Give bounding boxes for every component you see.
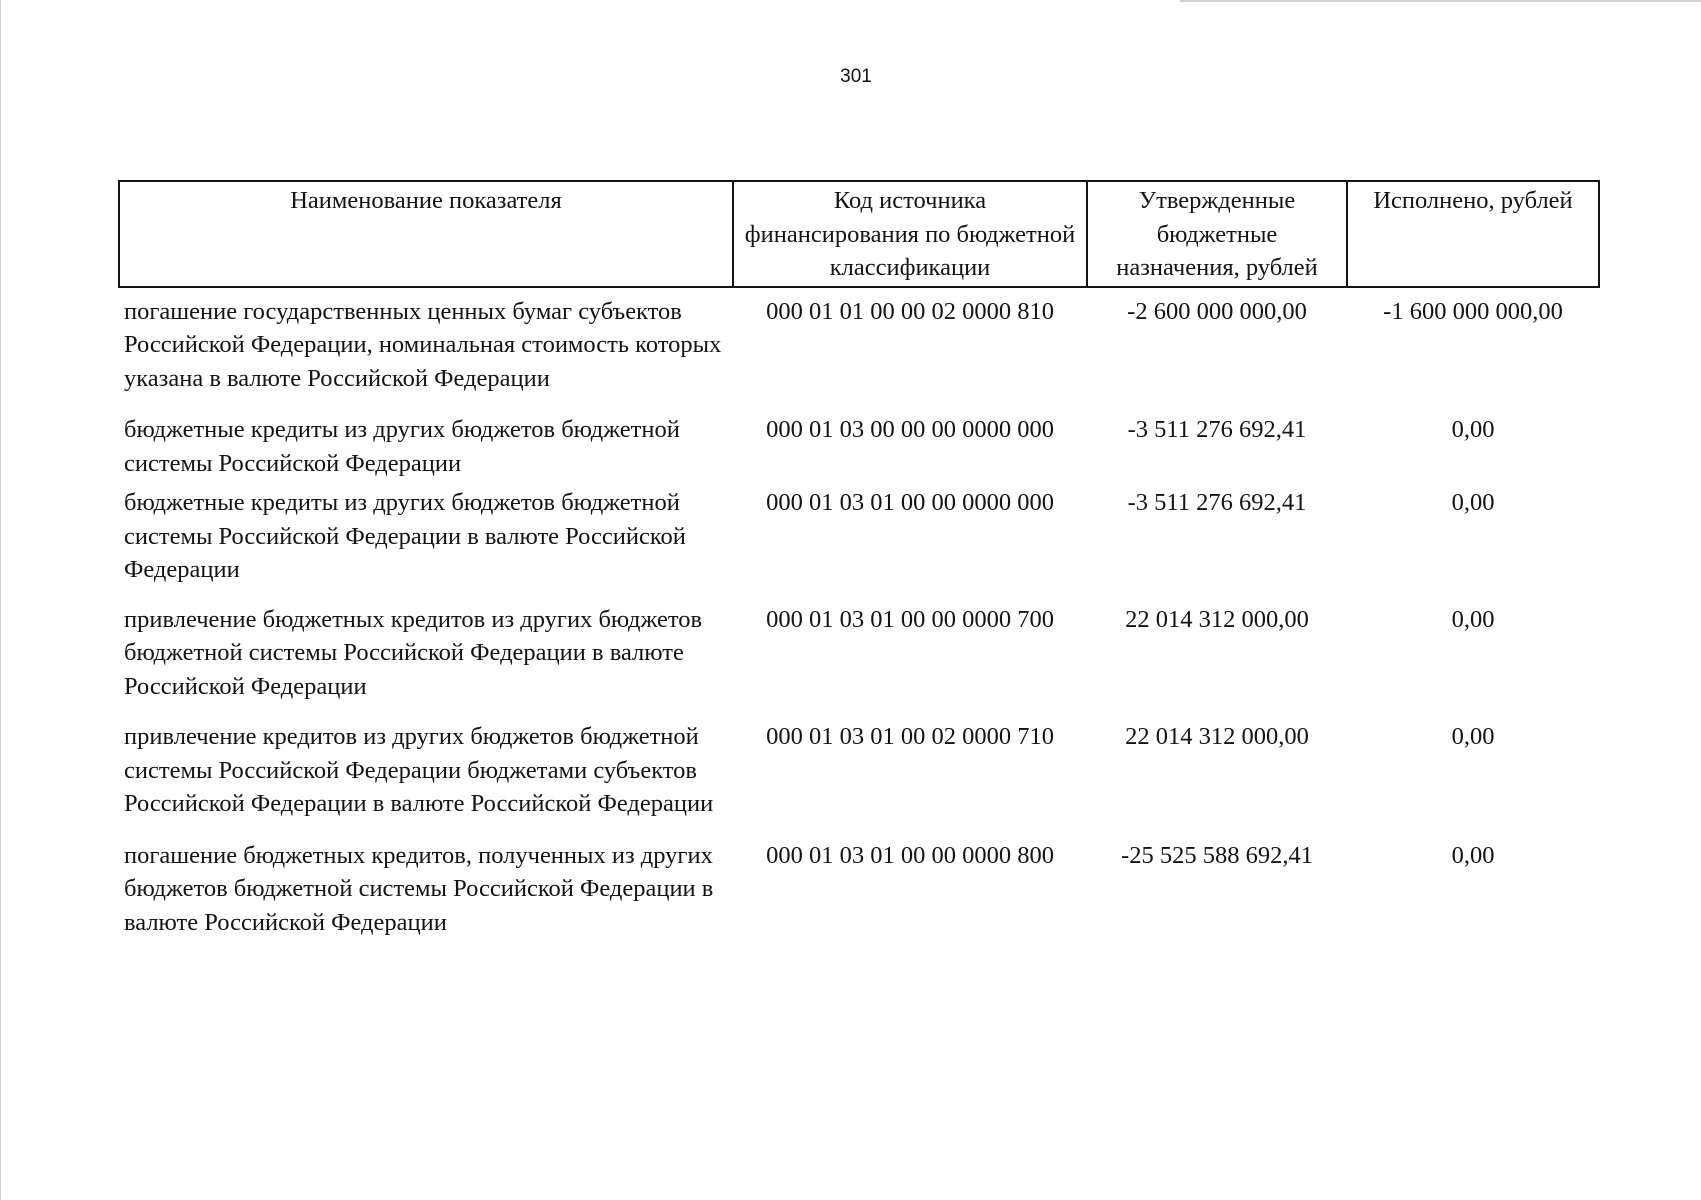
table-row: [119, 603, 1599, 721]
header-approved-amount: Утвержденные бюджетные назначения, рублей: [1087, 181, 1347, 287]
scan-edge-top: [1180, 0, 1701, 2]
source-code: 000 01 03 01 00 00 0000 700: [766, 605, 1054, 633]
indicator-name: погашение государственных ценных бумаг субъектов Российской Федерации, номинальная стоимость которых указана в валюте Российской Федерации: [124, 297, 722, 392]
table-row: [119, 287, 1599, 414]
approved-amount: -2 600 000 000,00: [1127, 297, 1307, 325]
header-executed-amount: Исполнено, рублей: [1347, 181, 1599, 287]
approved-amount: 22 014 312 000,00: [1125, 723, 1309, 750]
executed-amount: 0,00: [1451, 416, 1495, 443]
scan-edge-left: [0, 0, 1, 1200]
table-row: [119, 413, 1599, 486]
table-row: [119, 839, 1599, 940]
page-number: 301: [840, 66, 872, 87]
source-code: 000 01 03 00 00 00 0000 000: [766, 416, 1054, 443]
executed-amount: 0,00: [1451, 605, 1495, 633]
source-code: 000 01 03 01 00 00 0000 000: [766, 489, 1054, 516]
indicator-name: привлечение бюджетных кредитов из других бюджетов бюджетной системы Российской Федерации в валюте Российской Федерации: [124, 605, 703, 700]
indicator-name: бюджетные кредиты из других бюджетов бюджетной системы Российской Федерации: [124, 416, 680, 477]
sources-of-financing-table: [118, 180, 1600, 939]
source-code: 000 01 03 01 00 00 0000 800: [766, 841, 1054, 869]
approved-amount: -3 511 276 692,41: [1127, 489, 1307, 516]
table-header-row: [119, 181, 1599, 287]
executed-amount: 0,00: [1451, 723, 1495, 750]
executed-amount: 0,00: [1451, 489, 1495, 516]
indicator-name: бюджетные кредиты из других бюджетов бюджетной системы Российской Федерации в валюте Российской Федерации: [124, 489, 686, 583]
approved-amount: -3 511 276 692,41: [1127, 416, 1307, 443]
table-row: [119, 486, 1599, 603]
source-code: 000 01 01 00 00 02 0000 810: [766, 297, 1054, 325]
table-row: [119, 720, 1599, 839]
header-source-code: Код источника финансирования по бюджетной классификации: [733, 181, 1087, 287]
source-code: 000 01 03 01 00 02 0000 710: [766, 723, 1054, 750]
executed-amount: 0,00: [1451, 841, 1495, 869]
indicator-name: погашение бюджетных кредитов, полученных из других бюджетов бюджетной системы Российской Федерации в валюте Российской Федерации: [124, 841, 714, 936]
approved-amount: 22 014 312 000,00: [1125, 605, 1309, 633]
executed-amount: -1 600 000 000,00: [1383, 297, 1563, 325]
header-indicator-name: Наименование показателя: [119, 181, 733, 287]
approved-amount: -25 525 588 692,41: [1121, 841, 1313, 869]
indicator-name: привлечение кредитов из других бюджетов бюджетной системы Российской Федерации бюджетами субъектов Российской Федерации в валюте Российской Федерации: [124, 723, 714, 817]
